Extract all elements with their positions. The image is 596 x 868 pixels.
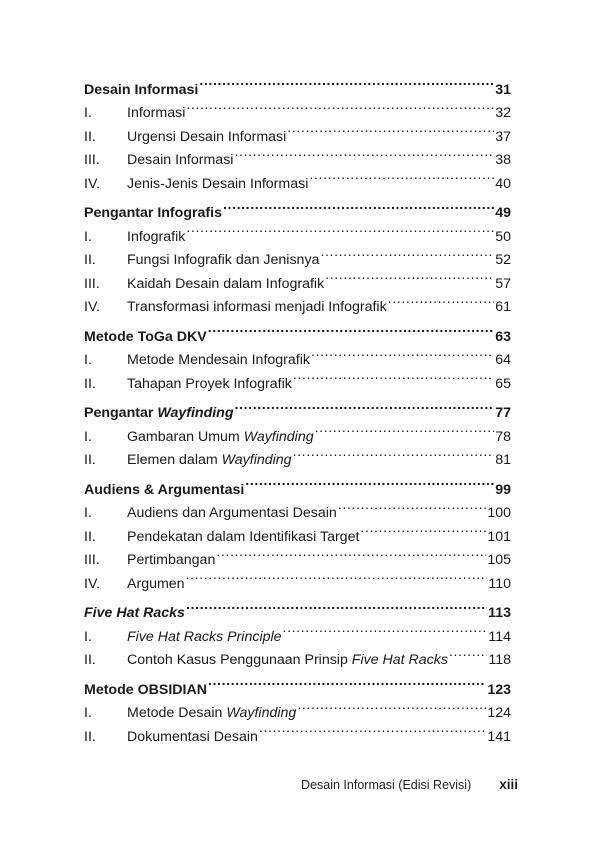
entry-number: I.: [84, 505, 92, 521]
title-text: Pengantar Infografis: [84, 205, 222, 221]
title-text: Desain Informasi: [84, 81, 199, 98]
toc-section: [84, 70, 511, 192]
dot-leader: [186, 94, 494, 118]
entry-number: I.: [84, 352, 92, 368]
dot-leader: [283, 617, 488, 641]
entry-title: [127, 102, 185, 126]
dot-leader: [311, 341, 494, 365]
title-text: Fungsi Infografik dan Jenisnya: [127, 252, 320, 268]
page-number: 99: [495, 481, 511, 498]
page-number: 78: [495, 428, 511, 445]
title-text: Audiens dan Argumentasi Desain: [127, 505, 337, 521]
dot-leader: [315, 417, 495, 441]
dot-leader: [208, 317, 495, 341]
chapter-title: [84, 479, 244, 503]
page-number: 40: [495, 175, 511, 192]
title-text: Metode Desain: [127, 705, 227, 721]
page-number: 32: [495, 105, 511, 121]
entry-title: [127, 626, 282, 650]
title-text: Audiens & Argumentasi: [84, 481, 245, 498]
toc-section: [84, 594, 511, 668]
entry-number: I.: [84, 228, 92, 245]
italic-term: Wayfinding: [226, 705, 297, 721]
chapter-title: [84, 679, 207, 703]
page-number: 37: [495, 128, 511, 145]
entry-number: II.: [84, 375, 96, 392]
chapter-title: [84, 79, 198, 103]
entry-number: III.: [84, 152, 100, 168]
title-text: Elemen dalam: [127, 452, 222, 468]
dot-leader: [293, 364, 494, 388]
chapter-heading[interactable]: [84, 194, 511, 221]
title-text: Argumen: [127, 575, 185, 592]
entry-number: II.: [84, 728, 96, 745]
page-number: 64: [495, 352, 511, 368]
chapter-heading[interactable]: [84, 670, 511, 698]
dot-leader: [449, 641, 487, 665]
title-text: Pengantar: [84, 405, 158, 421]
page-footer: [0, 777, 518, 792]
dot-leader: [186, 594, 487, 618]
entry-title: [127, 149, 233, 173]
italic-term: Wayfinding: [157, 405, 234, 421]
page-number: 118: [488, 652, 511, 668]
entry-number: II.: [84, 652, 96, 668]
entry-number: III.: [84, 552, 100, 568]
title-text: Pertimbangan: [127, 552, 216, 568]
entry-title: [127, 502, 337, 526]
title-text: Informasi: [127, 105, 186, 121]
page-number: 105: [487, 552, 511, 568]
page-number: 65: [495, 375, 511, 392]
page-number: 63: [495, 328, 511, 345]
page-number: 31: [495, 81, 511, 98]
dot-leader: [259, 717, 486, 741]
dot-leader: [234, 141, 494, 165]
entry-title: [127, 726, 258, 750]
dot-leader: [245, 470, 494, 494]
dot-leader: [297, 694, 486, 718]
dot-leader: [320, 241, 494, 265]
entry-title: [127, 349, 310, 373]
toc-section: [84, 317, 511, 392]
title-text: Jenis-Jenis Desain Informasi: [127, 175, 309, 192]
entry-number: I.: [84, 705, 92, 721]
dot-leader: [208, 670, 486, 694]
page-number: 77: [495, 405, 511, 421]
footer-book-title: Desain Informasi (Edisi Revisi): [301, 778, 472, 792]
entry-title: [127, 649, 448, 673]
entry-title: [127, 173, 308, 197]
page-number: 50: [495, 228, 511, 245]
chapter-heading[interactable]: [84, 594, 511, 621]
title-text: Metode OBSIDIAN: [84, 681, 207, 698]
toc-section: [84, 394, 511, 468]
page-number: 110: [488, 575, 511, 592]
dot-leader: [338, 494, 487, 518]
title-text: Metode ToGa DKV: [84, 328, 207, 345]
page-number: 49: [495, 205, 511, 221]
dot-leader: [309, 164, 494, 188]
entry-number: III.: [84, 275, 100, 292]
entry-number: IV.: [84, 299, 101, 315]
dot-leader: [360, 517, 486, 541]
title-text: Infografik: [127, 228, 186, 245]
dot-leader: [325, 264, 494, 288]
entry-number: II.: [84, 252, 96, 268]
title-text: Tahapan Proyek Infografik: [127, 375, 292, 392]
dot-leader: [388, 288, 495, 312]
title-text: Desain Informasi: [127, 152, 234, 168]
page-number: 101: [487, 528, 511, 545]
entry-title: [127, 273, 324, 297]
chapter-title: [84, 602, 185, 626]
entry-title: [127, 373, 292, 397]
entry-title: [127, 573, 185, 597]
toc-section: [84, 670, 511, 745]
entry-title: [127, 249, 319, 273]
page-number: 52: [495, 252, 511, 268]
table-of-contents: [84, 70, 511, 747]
entry-number: I.: [84, 628, 92, 645]
page-number: 114: [488, 628, 511, 645]
italic-term: Wayfinding: [221, 452, 292, 468]
chapter-title: [84, 326, 207, 350]
chapter-heading[interactable]: [84, 70, 511, 98]
title-text: Pendekatan dalam Identifikasi Target: [127, 528, 360, 545]
title-text: Contoh Kasus Penggunaan Prinsip: [127, 652, 352, 668]
italic-term: Five Hat Racks Principle: [127, 628, 282, 645]
dot-leader: [186, 564, 488, 588]
entry-title: [127, 449, 292, 473]
page-number: 124: [487, 705, 511, 721]
page-number: 141: [487, 728, 511, 745]
entry-number: I.: [84, 105, 92, 121]
title-text: Gambaran Umum: [127, 428, 244, 445]
entry-number: II.: [84, 452, 96, 468]
page-number: 38: [495, 152, 511, 168]
dot-leader: [235, 394, 495, 418]
italic-term: Five Hat Racks: [84, 605, 185, 621]
entry-number: I.: [84, 428, 92, 445]
entry-number: IV.: [84, 575, 101, 592]
toc-section: [84, 194, 511, 315]
entry-number: IV.: [84, 175, 101, 192]
entry-title: [127, 296, 387, 320]
dot-leader: [216, 541, 486, 565]
chapter-title: [84, 402, 234, 426]
dot-leader: [293, 441, 495, 465]
dot-leader: [186, 217, 494, 241]
dot-leader: [199, 70, 494, 94]
title-text: Metode Mendesain Infografik: [127, 352, 310, 368]
chapter-heading[interactable]: [84, 394, 511, 421]
page-number: 81: [495, 452, 511, 468]
italic-term: Wayfinding: [243, 428, 314, 445]
chapter-heading[interactable]: [84, 317, 511, 345]
page-number: 57: [495, 275, 511, 292]
italic-term: Five Hat Racks: [351, 652, 448, 668]
title-text: Urgensi Desain Informasi: [127, 128, 287, 145]
dot-leader: [223, 194, 494, 218]
entry-title: [127, 226, 185, 250]
dot-leader: [287, 117, 494, 141]
page-number: 61: [495, 299, 511, 315]
footer-page-number: xiii: [499, 777, 518, 792]
page-number: 100: [487, 505, 511, 521]
entry-title: [127, 426, 314, 450]
title-text: Kaidah Desain dalam Infografik: [127, 275, 325, 292]
page-number: 113: [488, 605, 511, 621]
entry-number: II.: [84, 528, 96, 545]
entry-number: II.: [84, 128, 96, 145]
toc-section: [84, 470, 511, 592]
title-text: Transformasi informasi menjadi Infografik: [127, 299, 387, 315]
chapter-heading[interactable]: [84, 470, 511, 498]
page-number: 123: [487, 681, 511, 698]
title-text: Dokumentasi Desain: [127, 728, 258, 745]
